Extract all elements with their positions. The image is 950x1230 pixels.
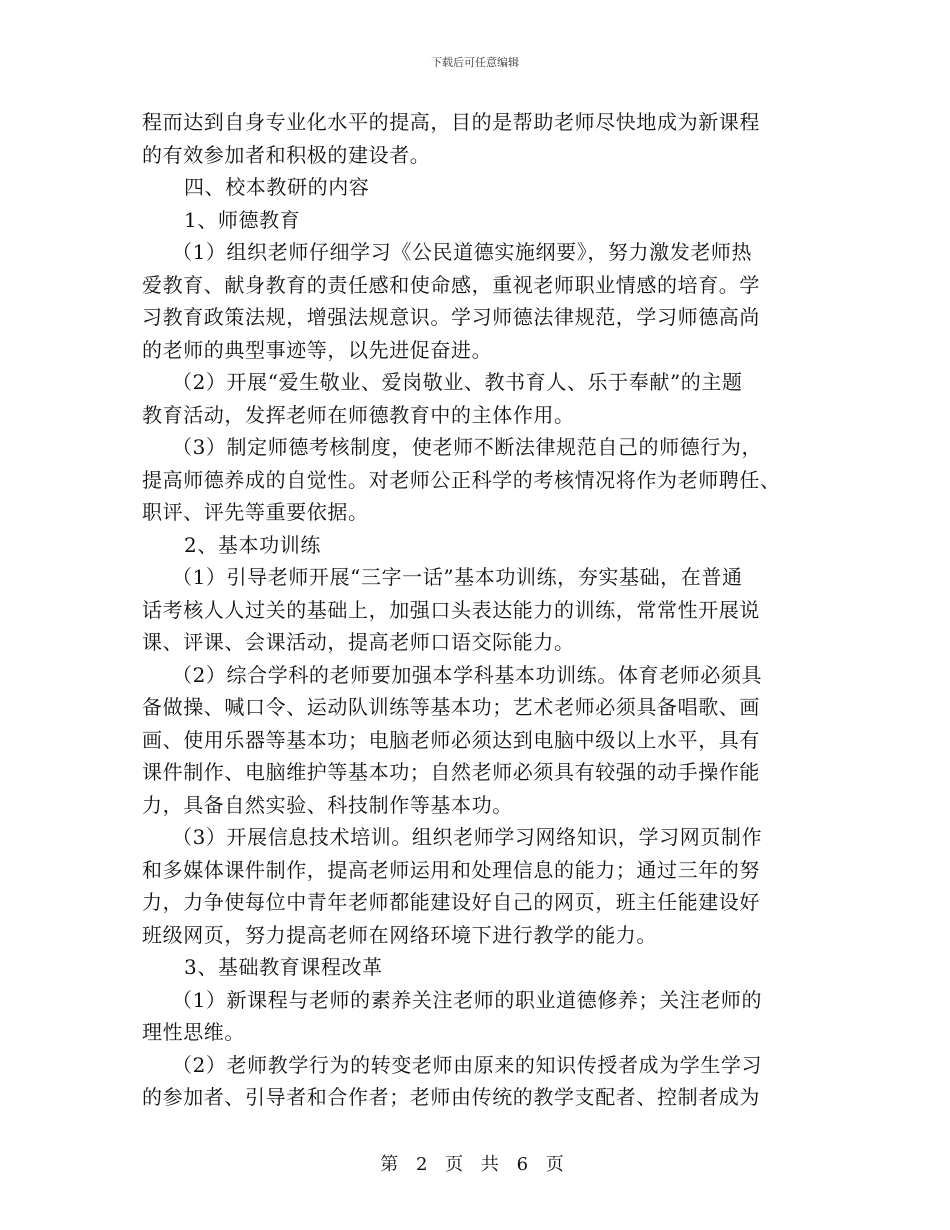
text-line: 提高师德养成的自觉性。对老师公正科学的考核情况将作为老师聘任、 — [142, 467, 781, 492]
text-line: 课件制作、电脑维护等基本功；自然老师必须具有较强的动手操作能 — [142, 760, 760, 784]
text-line: 力，力争使每位中青年老师都能建设好自己的网页，班主任能建设好 — [142, 890, 760, 914]
text-line: 习教育政策法规，增强法规意识。学习师德法律规范，学习师德高尚 — [142, 305, 760, 329]
page-header: 下载后可任意编辑 — [431, 56, 519, 69]
text-line: 教育活动，发挥老师在师德教育中的主体作用。 — [142, 402, 575, 427]
text-line: （1）新课程与老师的素养关注老师的职业道德修养；关注老师的 — [172, 987, 763, 1012]
text-line: （3）开展信息技术培训。组织老师学习网络知识，学习网页制作 — [172, 825, 763, 849]
text-line: 备做操、喊口令、运动队训练等基本功；艺术老师必须具备唱歌、画 — [142, 695, 760, 719]
text-line: （2）开展“爱生敬业、爱岗敬业、教书育人、乐于奉献”的主题 — [172, 370, 743, 394]
text-line: 理性思维。 — [142, 1020, 245, 1044]
text-line: （3）制定师德考核制度，使老师不断法律规范自己的师德行为， — [172, 435, 763, 459]
text-line: （1）组织老师仔细学习《公民道德实施纲要》，努力激发老师热 — [172, 240, 753, 264]
document-body — [142, 106, 810, 1114]
text-line: （1）引导老师开展“三字一话”基本功训练，夯实基础，在普通 — [172, 565, 743, 589]
text-line: 3、基础教育课程改革 — [184, 955, 383, 979]
text-line: 班级网页，努力提高老师在网络环境下进行教学的能力。 — [142, 922, 657, 947]
text-line: 话考核人人过关的基础上，加强口头表达能力的训练，常常性开展说 — [142, 597, 760, 622]
text-line: 的参加者、引导者和合作者；老师由传统的教学支配者、控制者成为 — [142, 1085, 760, 1109]
text-line: 的有效参加者和积极的建设者。 — [142, 142, 431, 167]
text-line: 和多媒体课件制作，提高老师运用和处理信息的能力；通过三年的努 — [142, 857, 760, 882]
text-line: 2、基本功训练 — [184, 532, 321, 557]
page-footer: 第 2 页 共 6 页 — [380, 1154, 570, 1175]
text-line: 四、校本教研的内容 — [184, 175, 370, 199]
text-line: 1、师德教育 — [184, 207, 301, 232]
text-line: 画、使用乐器等基本功；电脑老师必须达到电脑中级以上水平，具有 — [142, 727, 760, 752]
text-line: 爱教育、献身教育的责任感和使命感，重视老师职业情感的培育。学 — [142, 272, 760, 297]
text-line: 力，具备自然实验、科技制作等基本功。 — [142, 792, 513, 817]
text-line: 的老师的典型事迹等，以先进促奋进。 — [142, 337, 493, 362]
text-line: 职评、评先等重要依据。 — [142, 500, 369, 524]
text-line: 课、评课、会课活动，提高老师口语交际能力。 — [142, 630, 575, 654]
text-line: （2）老师教学行为的转变老师由原来的知识传授者成为学生学习 — [172, 1052, 763, 1077]
text-line: （2）综合学科的老师要加强本学科基本功训练。体育老师必须具 — [172, 662, 763, 687]
text-line: 程而达到自身专业化水平的提高，目的是帮助老师尽快地成为新课程 — [142, 110, 760, 134]
